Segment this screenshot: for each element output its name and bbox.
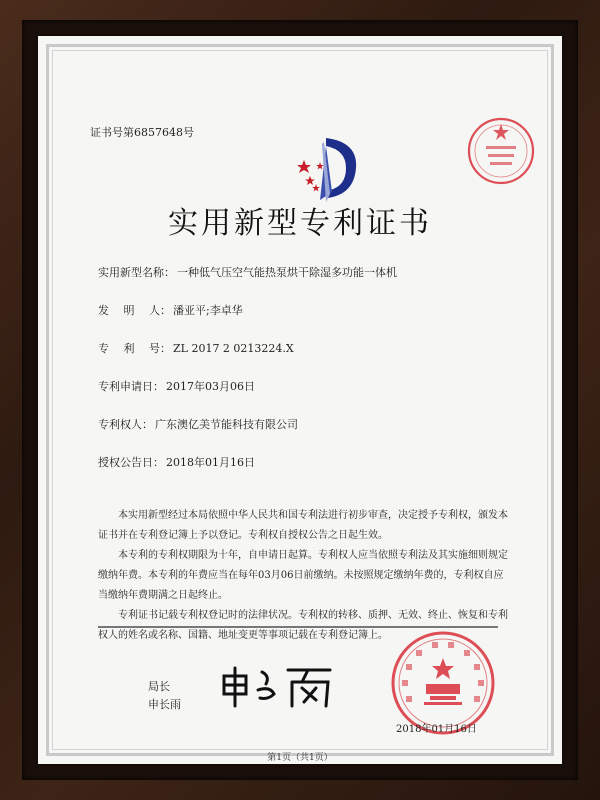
patent-number-value: ZL 2017 2 0213224.X: [173, 342, 294, 355]
bureau-director: [148, 678, 181, 714]
body-paragraph: 本专利的专利权期限为十年，自申请日起算。专利权人应当依照专利法及其实施细则规定缴纳年费。本专利的年费应当在每年03月06日前缴纳。未按照规定缴纳年费的，专利权自应当缴纳年费期满之日起终止。: [98, 550, 508, 601]
patentee-label: 专利权人：: [98, 418, 153, 431]
certificate-body: [98, 506, 508, 646]
inventor-label: 发 明 人：: [98, 304, 171, 317]
certificate-title: 实用新型专利证书: [168, 206, 432, 241]
inventor-row: [98, 302, 243, 318]
patent-number-label: 专 利 号：: [98, 342, 171, 355]
filing-date-value: 2017年03月06日: [166, 380, 255, 393]
patentee-row: [98, 416, 298, 432]
bureau-title: 局长: [148, 680, 170, 693]
patent-number-row: [98, 340, 294, 356]
filing-date-label: 专利申请日：: [98, 380, 164, 393]
bureau-name: 申长雨: [148, 698, 181, 711]
grant-date-value: 2018年01月16日: [166, 456, 255, 469]
filing-date-row: [98, 378, 255, 394]
seal-date: 2018年01月16日: [396, 724, 477, 735]
utility-model-name-value: 一种低气压空气能热泵烘干除湿多功能一体机: [177, 266, 397, 279]
page-number: 第1页（共1页）: [267, 753, 333, 763]
director-signature: [218, 664, 338, 710]
body-paragraph: 本实用新型经过本局依照中华人民共和国专利法进行初步审查，决定授予专利权，颁发本证书并在专利登记簿上予以登记。专利权自授权公告之日起生效。: [98, 510, 508, 541]
grant-date-row: [98, 454, 255, 470]
grant-date-label: 授权公告日：: [98, 456, 164, 469]
certificate-number: 证书号第6857648号: [90, 126, 194, 139]
patent-office-emblem-icon: [296, 132, 364, 204]
certificate-paper: [38, 36, 562, 764]
utility-model-name-label: 实用新型名称：: [98, 266, 175, 279]
utility-model-name-row: [98, 264, 397, 280]
registration-seal-icon: [466, 116, 536, 186]
body-paragraph: 专利证书记载专利权登记时的法律状况。专利权的转移、质押、无效、终止、恢复和专利权人的姓名或名称、国籍、地址变更等事项记载在专利登记簿上。: [98, 610, 508, 641]
patentee-value: 广东澳亿美节能科技有限公司: [155, 418, 298, 431]
inventor-value: 潘亚平;李卓华: [173, 304, 243, 317]
